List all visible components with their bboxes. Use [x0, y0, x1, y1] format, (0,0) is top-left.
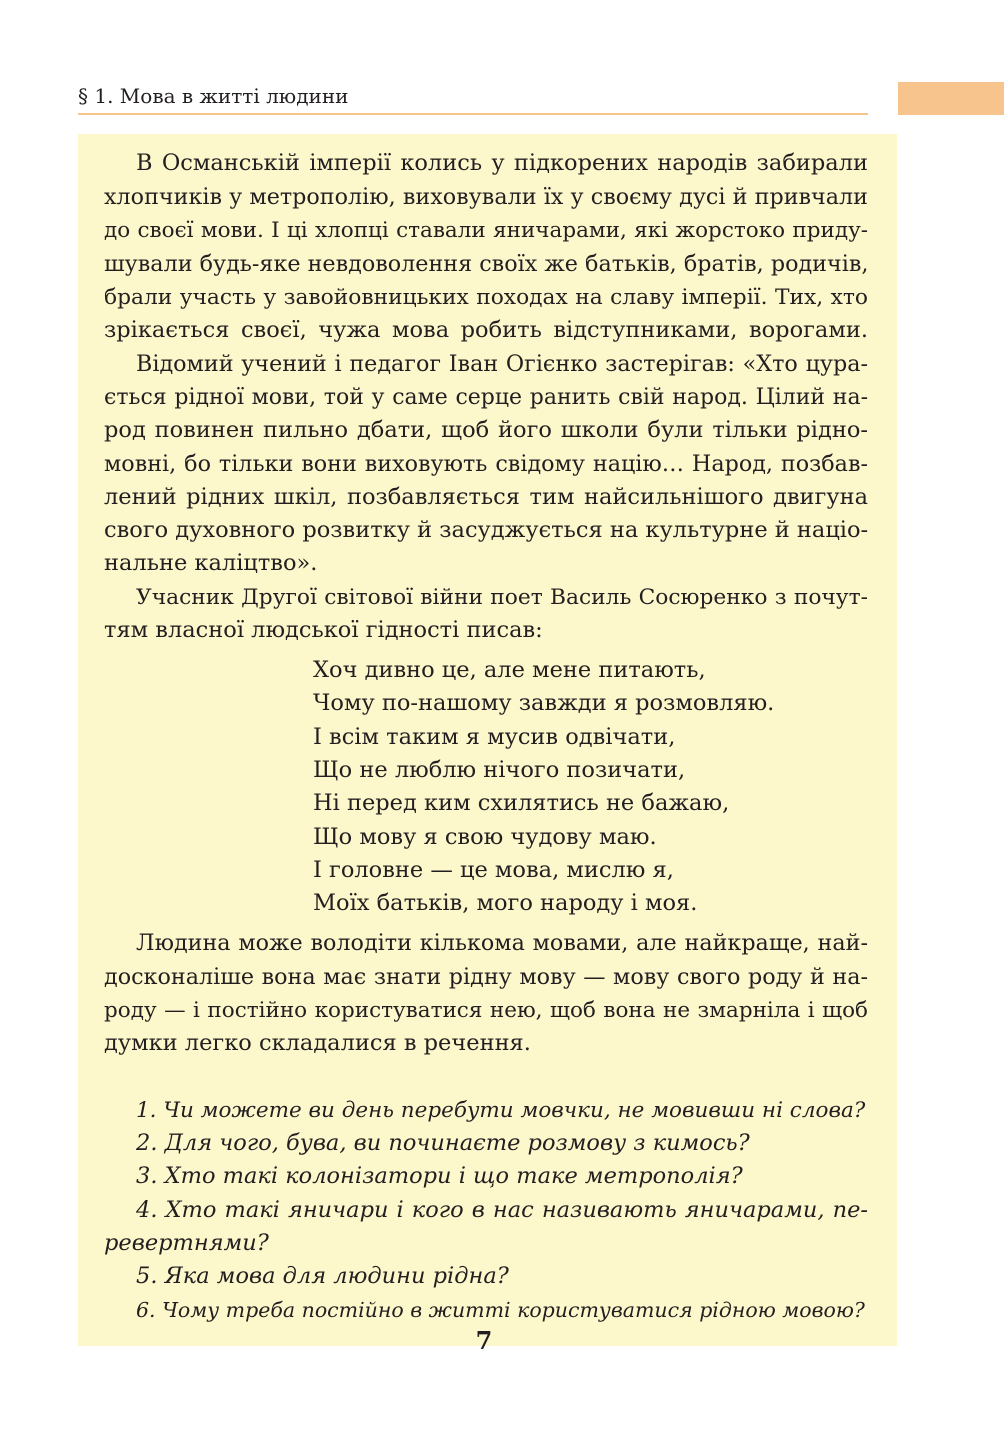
poem-line: Що мову я свою чудову маю.	[313, 824, 657, 850]
poem-line: Чому по-нашому завжди я розмовляю.	[313, 690, 775, 716]
question-line: 6. Чому треба постійно в житті користуватися рідною мовою?	[136, 1298, 865, 1322]
text-line: ється рідної мови, той у саме серце ранить свій народ. Цілий на-	[104, 385, 868, 410]
question-line: ревертнями?	[104, 1230, 269, 1256]
text-line: нальне каліцтво».	[104, 550, 318, 576]
text-line: мовні, бо тільки вони виховують свідому націю… Народ, позбав-	[104, 451, 868, 477]
text-line: тям власної людської гідності писав:	[104, 617, 543, 643]
text-line: свого духовного розвитку й засуджується на культурне й націо-	[104, 517, 869, 543]
text-line: думки легко складалися в речення.	[104, 1030, 531, 1056]
poem-line: Ні перед ким схилятись не бажаю,	[313, 790, 730, 816]
question-line: 2. Для чого, бува, ви починаєте розмову з кимось?	[136, 1130, 750, 1156]
question-line: 5. Яка мова для людини рідна?	[136, 1263, 509, 1289]
text-line: шували будь-яке невдоволення своїх же батьків, братів, родичів,	[104, 251, 869, 277]
question-line: 4. Хто такі яничари і кого в нас називають яничарами, пе-	[136, 1197, 868, 1223]
text-line: В Османській імперії колись у підкорених народів забирали	[136, 150, 868, 176]
question-line: 1. Чи можете ви день перебути мовчки, не мовивши ні слова?	[136, 1098, 866, 1123]
page-number: 7	[475, 1326, 493, 1355]
text-line: род повинен пильно дбати, щоб його школи були тільки рідно-	[104, 417, 868, 443]
poem-line: Що не люблю нічого позичати,	[313, 757, 686, 783]
running-header: § 1. Мова в житті людини	[78, 84, 349, 108]
text-line: хлопчиків у метрополію, виховували їх у своєму дусі й привчали	[104, 184, 868, 210]
section-tab-marker	[898, 82, 1004, 115]
header-rule	[78, 113, 868, 115]
poem-line: І головне — це мова, мислю я,	[313, 857, 674, 883]
poem-line: І всім таким я мусив одвічати,	[313, 724, 676, 750]
poem-line: Моїх батьків, мого народу і моя.	[313, 890, 698, 916]
text-line: Учасник Другої світової війни поет Василь Сосюренко з почут-	[136, 585, 868, 610]
text-line: до своєї мови. І ці хлопці ставали яничарами, які жорстоко приду-	[104, 218, 868, 243]
text-line: брали участь у завойовницьких походах на славу імперії. Тих, хто	[104, 285, 868, 310]
text-line: лений рідних шкіл, позбавляється тим найсильнішого двигуна	[104, 484, 868, 510]
text-line: зрікається своєї, чужа мова робить відступниками, ворогами.	[104, 317, 868, 343]
poem-line: Хоч дивно це, але мене питають,	[313, 657, 706, 683]
question-line: 3. Хто такі колонізатори і що таке метрополія?	[136, 1163, 743, 1189]
text-line: досконаліше вона має знати рідну мову — мову свого роду й на-	[104, 964, 868, 990]
text-line: Відомий учений і педагог Іван Огієнко застерігав: «Хто цура-	[136, 351, 868, 377]
text-line: Людина може володіти кількома мовами, але найкраще, най-	[136, 930, 868, 956]
text-line: роду — і постійно користуватися нею, щоб вона не змарніла і щоб	[104, 998, 868, 1023]
